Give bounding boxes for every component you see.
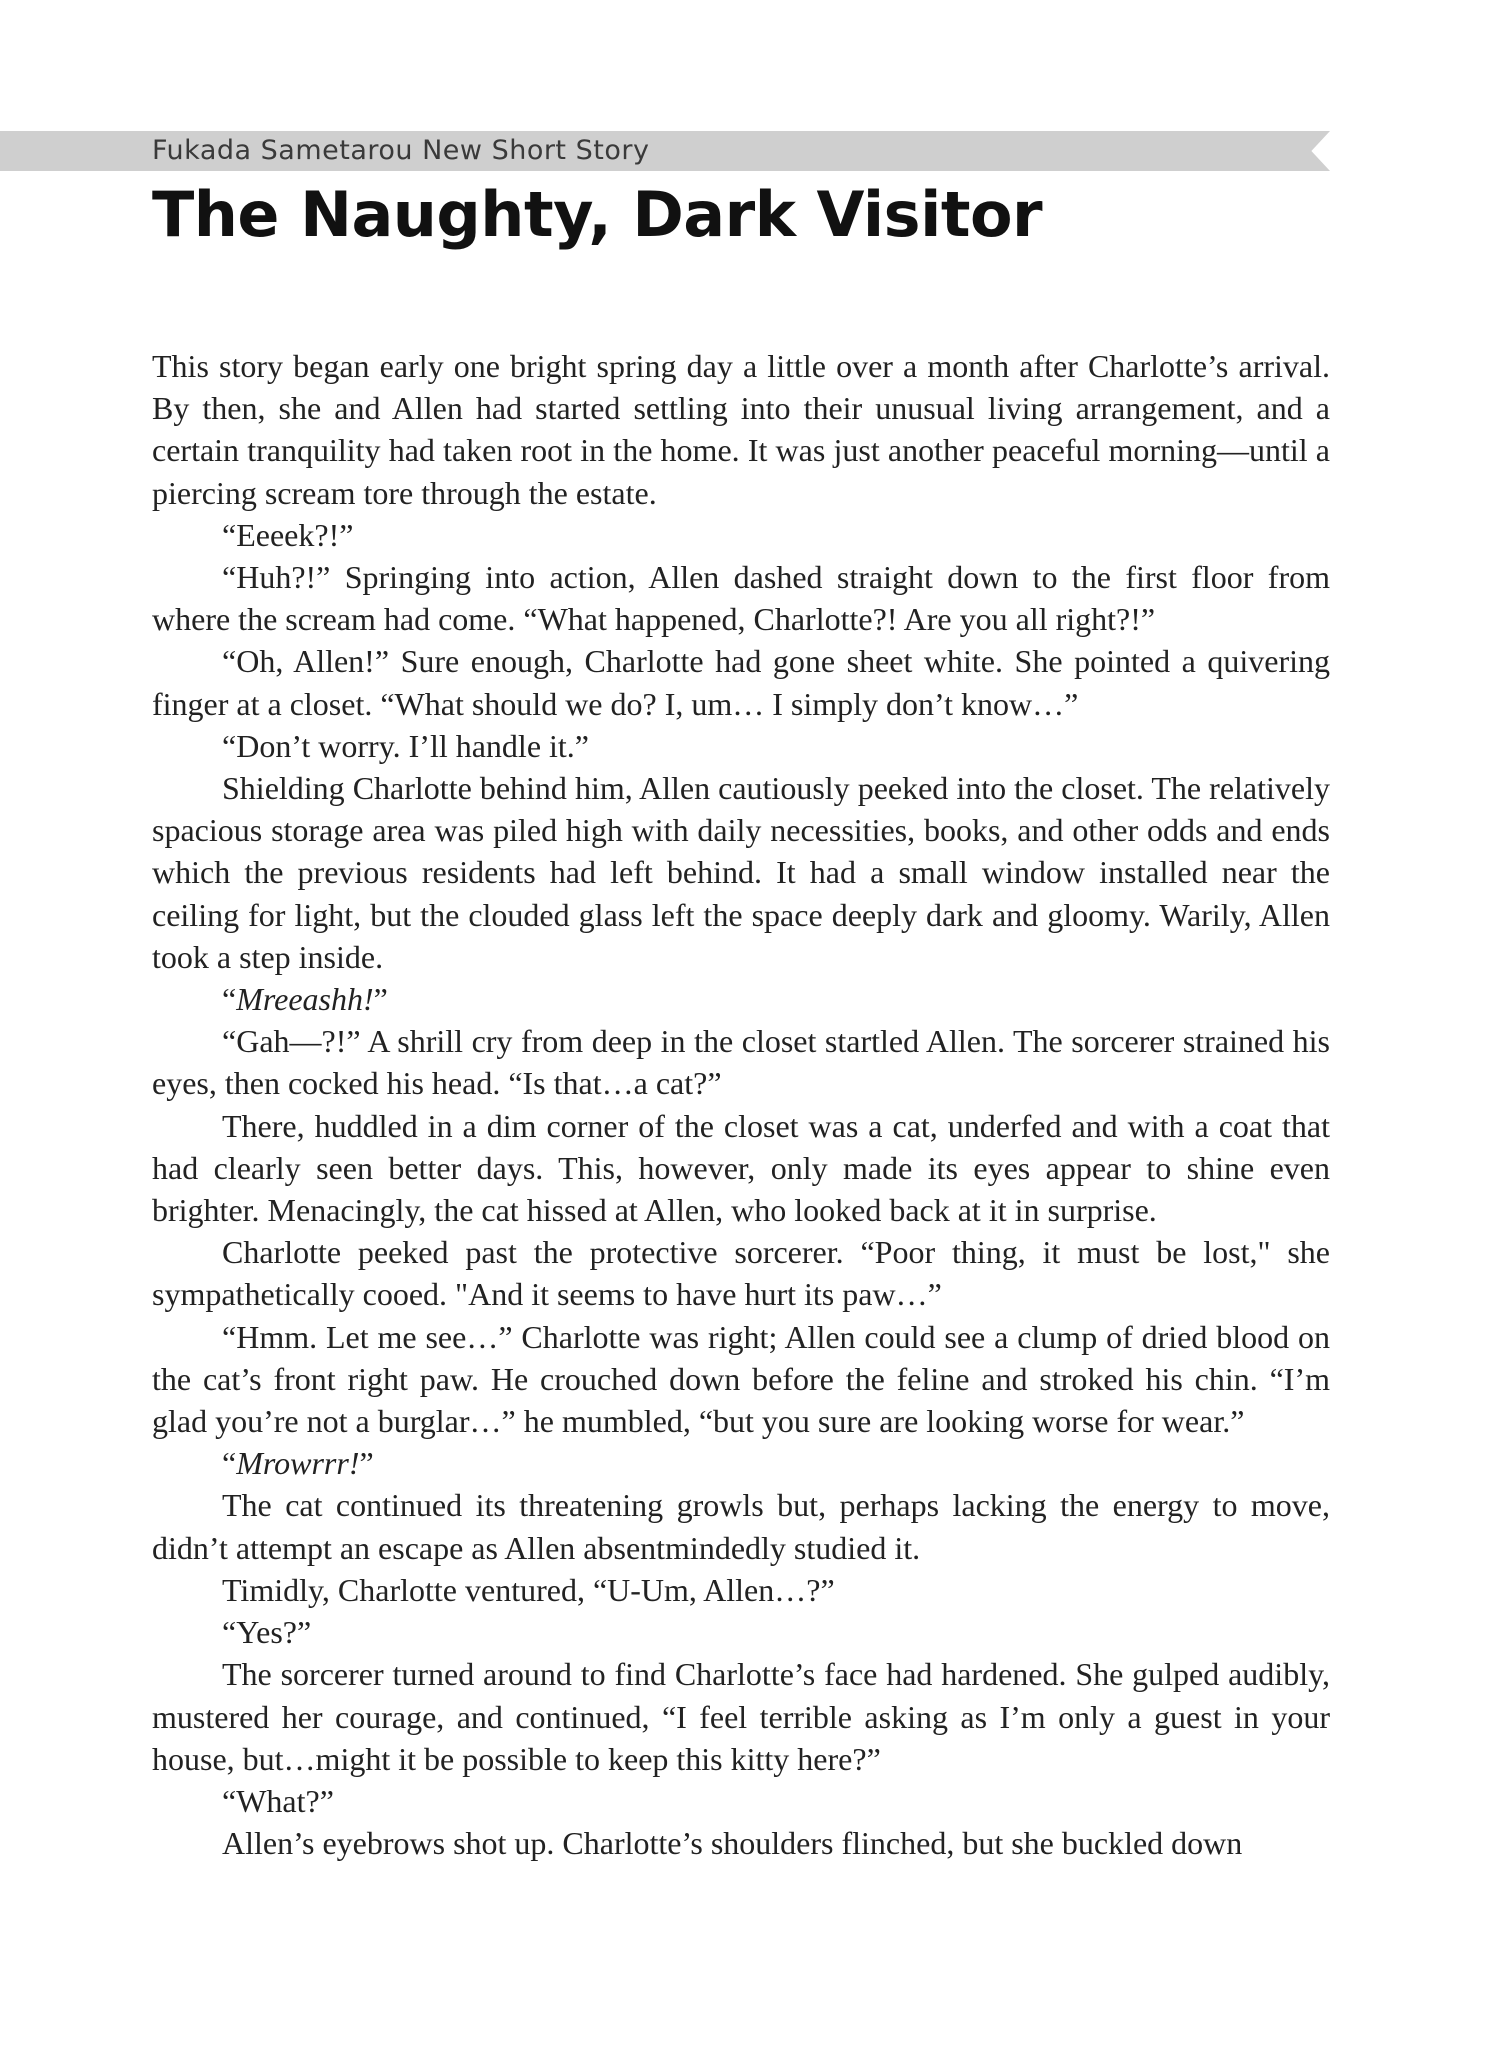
- paragraph: “Huh?!” Springing into action, Allen dashed straight down to the first floor from where the scream had come. “What happened, Charlotte?! Are you all right?!”: [152, 559, 1330, 638]
- paragraph: “Oh, Allen!” Sure enough, Charlotte had gone sheet white. She pointed a quivering finger at a closet. “What should we do? I, um… I simply don’t know…”: [152, 643, 1330, 722]
- paragraph: The sorcerer turned around to find Charlotte’s face had hardened. She gulped audibly, mustered her courage, and continued, “I feel terrible asking as I’m only a guest in your house, but…might it be possible to keep this kitty here?”: [152, 1656, 1330, 1777]
- paragraph: “Hmm. Let me see…” Charlotte was right; Allen could see a clump of dried blood on the cat’s front right paw. He crouched down before the feline and stroked his chin. “I’m glad you’re not a burglar…” he mumbled, “but you sure are looking worse for wear.”: [152, 1318, 1330, 1440]
- paragraph: [152, 978, 1330, 1020]
- paragraph: “Don’t worry. I’ll handle it.”: [222, 727, 589, 764]
- quote-close: ”: [359, 1445, 374, 1482]
- story-body: [152, 345, 1330, 1864]
- cat-sound: Mreeashh!: [236, 981, 374, 1018]
- paragraph: “Gah—?!” A shrill cry from deep in the closet startled Allen. The sorcerer strained his eyes, then cocked his head. “Is that…a cat?”: [152, 1023, 1330, 1102]
- series-label: Fukada Sametarou New Short Story: [152, 135, 650, 166]
- paragraph: The cat continued its threatening growls but, perhaps lacking the energy to move, didn’t attempt an escape as Allen absentmindedly studied it.: [152, 1487, 1330, 1566]
- paragraph: “What?”: [222, 1782, 334, 1819]
- quote-open: “: [222, 1445, 237, 1482]
- quote-close: ”: [373, 981, 388, 1018]
- quote-open: “: [222, 981, 237, 1018]
- paragraph: “Yes?”: [222, 1614, 312, 1651]
- paragraph: Shielding Charlotte behind him, Allen cautiously peeked into the closet. The relatively spacious storage area was piled high with daily necessities, books, and other odds and ends which the previous residents had left behind. It had a small window installed near the ceiling for light, but the clouded glass left the space deeply dark and gloomy. Warily, Allen took a step inside.: [152, 770, 1330, 975]
- paragraph: [152, 1442, 1330, 1484]
- paragraph: This story began early one bright spring day a little over a month after Charlotte’s arrival. By then, she and Allen had started settling into their unusual living arrangement, and a certain tranquility had taken root in the home. It was just another peaceful morning—until a piercing scream tore through the estate.: [152, 348, 1330, 511]
- story-title: The Naughty, Dark Visitor: [152, 178, 1043, 251]
- paragraph: Allen’s eyebrows shot up. Charlotte’s shoulders flinched, but she buckled down: [222, 1825, 1243, 1862]
- paragraph: “Eeeek?!”: [222, 516, 354, 553]
- paragraph: Charlotte peeked past the protective sorcerer. “Poor thing, it must be lost," she sympathetically cooed. "And it seems to have hurt its paw…”: [152, 1234, 1330, 1313]
- cat-sound: Mrowrrr!: [236, 1445, 360, 1482]
- paragraph: There, huddled in a dim corner of the closet was a cat, underfed and with a coat that had clearly seen better days. This, however, only made its eyes appear to shine even brighter. Menacingly, the cat hissed at Allen, who looked back at it in surprise.: [152, 1107, 1330, 1229]
- paragraph: Timidly, Charlotte ventured, “U-Um, Allen…?”: [222, 1571, 835, 1608]
